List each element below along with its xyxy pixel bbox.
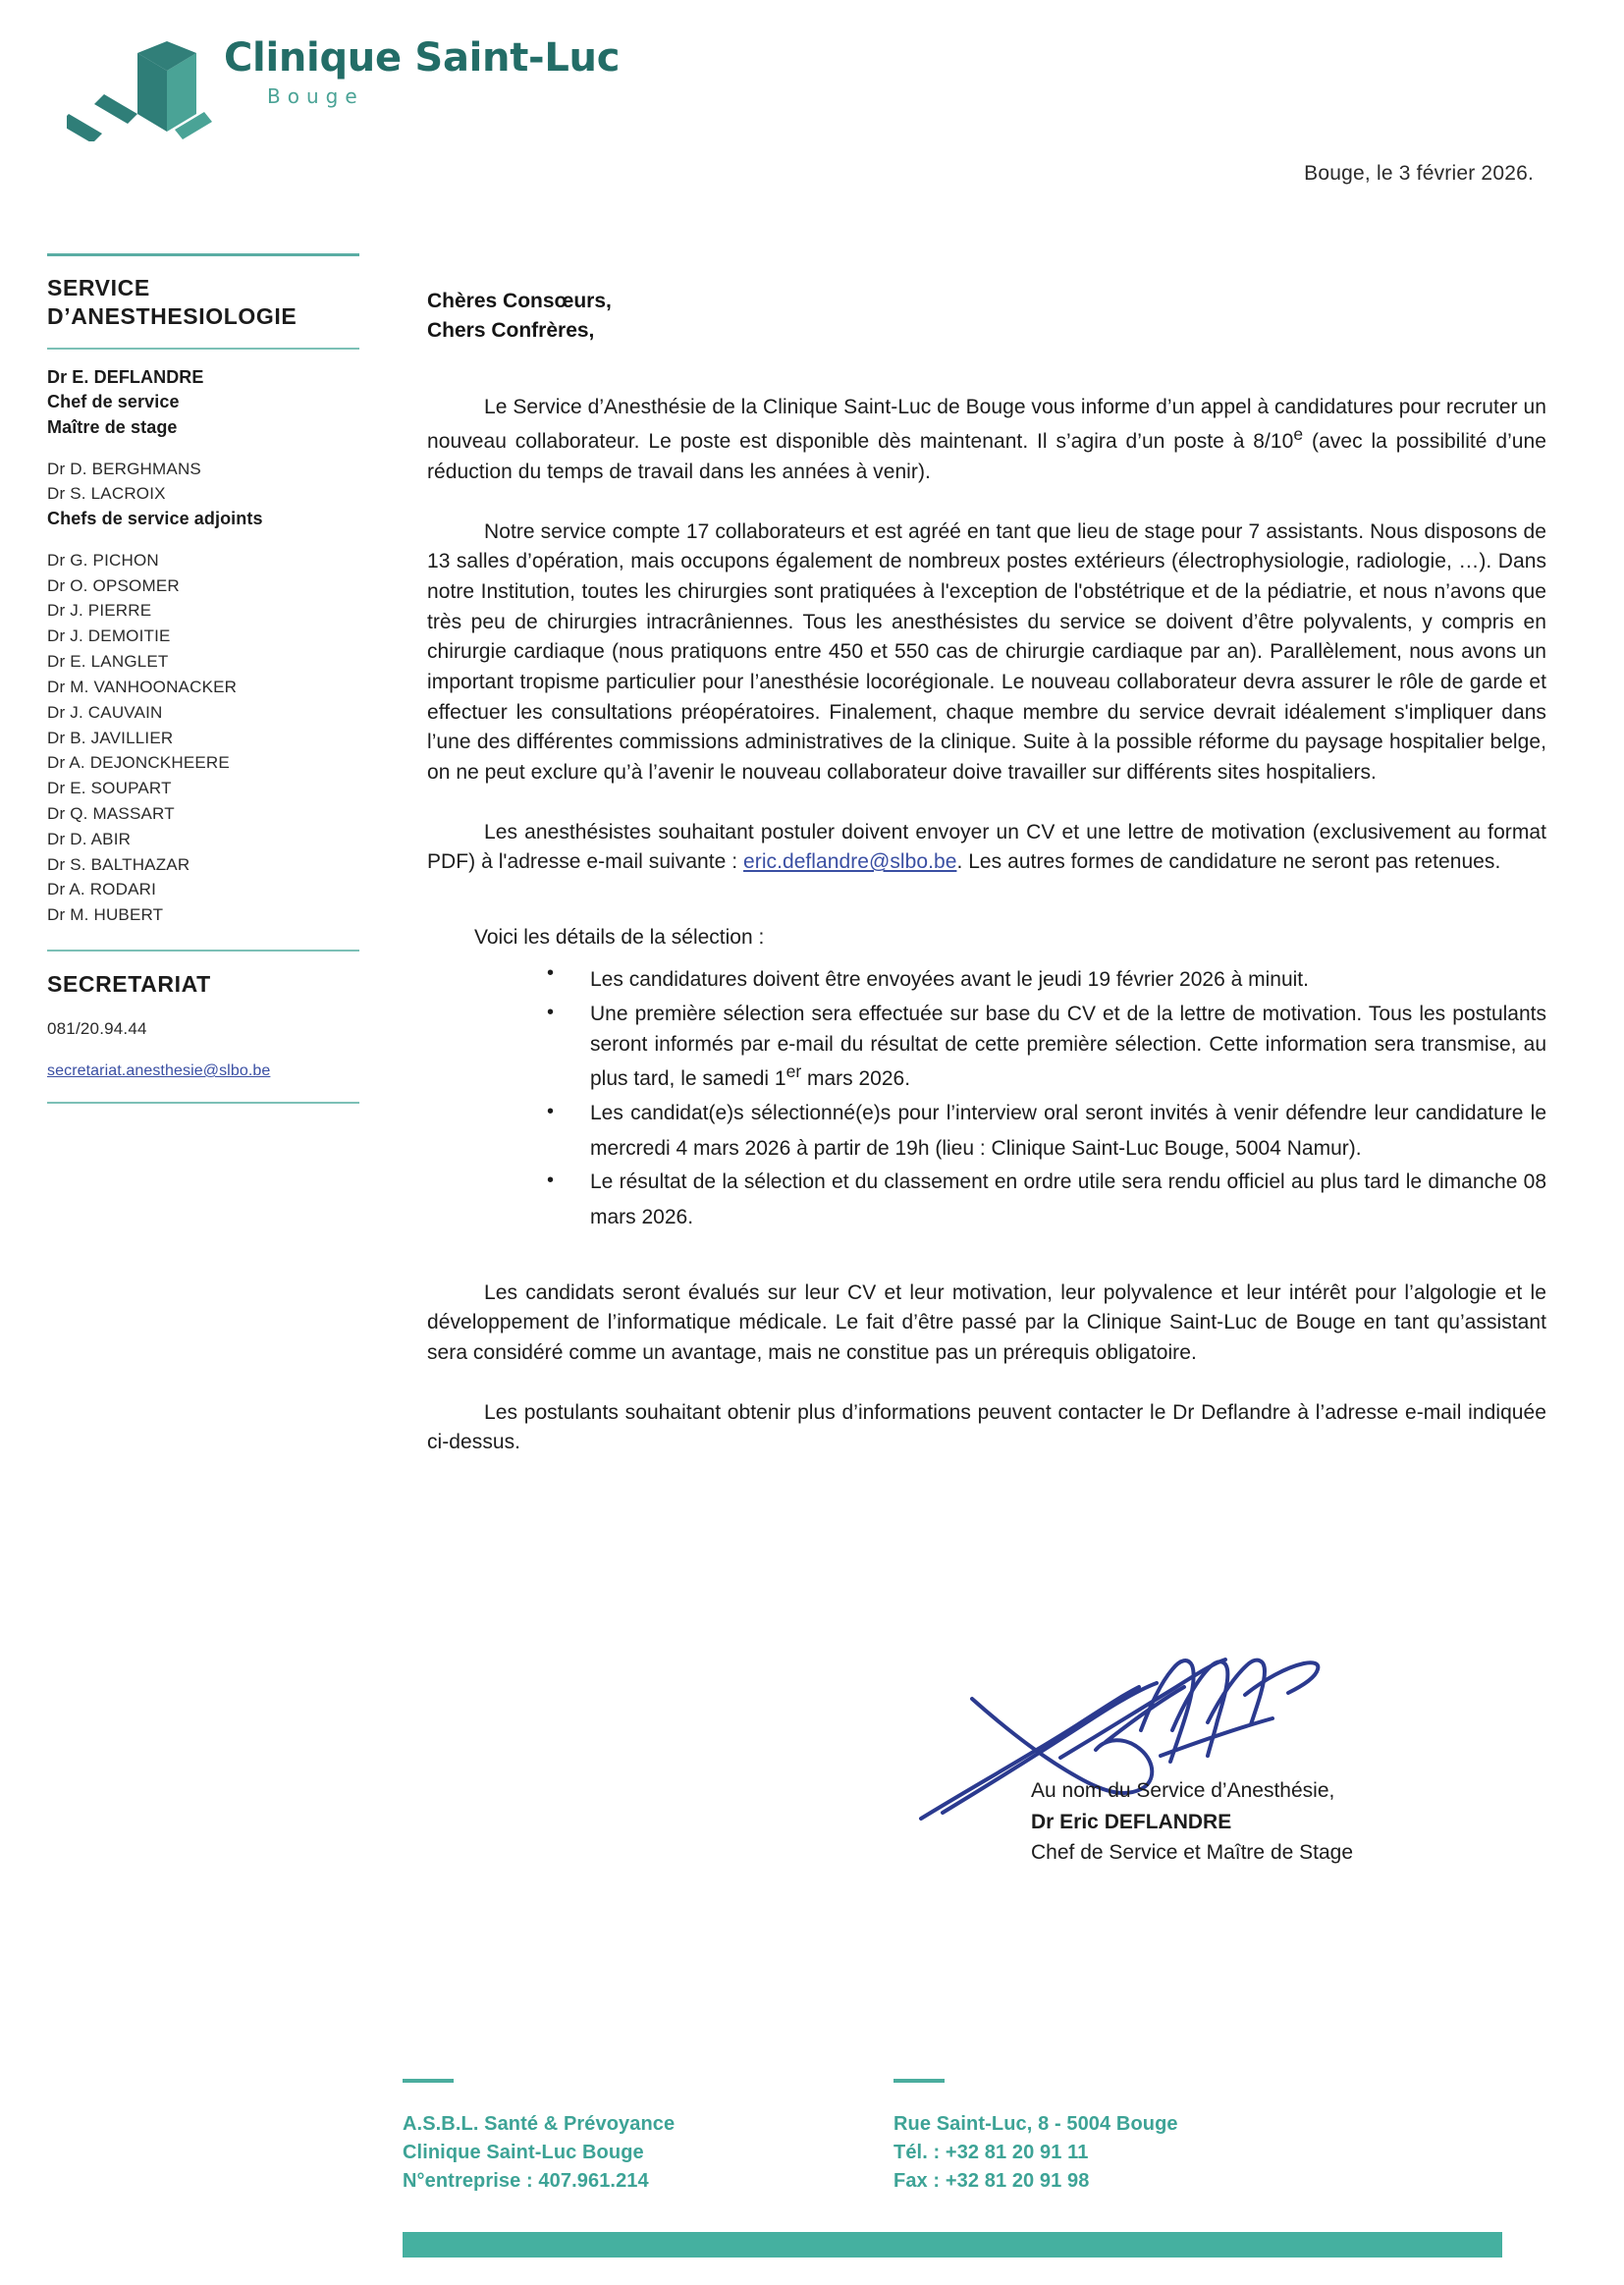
secretariat-title: SECRETARIAT	[47, 971, 211, 998]
list-item-text-a: Les candidatures doivent être envoyées avant le jeudi 19 février 2026 à minuit.	[590, 968, 1309, 992]
selection-details-list	[427, 960, 1546, 1232]
staff-item: Dr M. VANHOONACKER	[47, 677, 238, 696]
sidebar	[47, 253, 371, 1104]
divider-under-service	[47, 348, 359, 350]
logo-wordmark	[224, 37, 620, 108]
service-title	[47, 274, 371, 332]
deputy-role: Chefs de service adjoints	[47, 509, 263, 529]
list-item-text-a: Les candidat(e)s sélectionné(e)s pour l’interview oral seront invités à venir défendre leur candidature le mercredi 4 mars 2026 à partir de 19h (lieu : Clinique Saint-Luc Bouge, 5004 Namur).	[590, 1102, 1546, 1160]
deputy-name-1: Dr D. BERGHMANS	[47, 459, 201, 478]
signature-line-3: Chef de Service et Maître de Stage	[1031, 1841, 1354, 1864]
footer-left-line-1: A.S.B.L. Santé & Prévoyance	[403, 2113, 676, 2135]
staff-item: Dr E. LANGLET	[47, 652, 169, 672]
staff-item: Dr S. BALTHAZAR	[47, 854, 190, 874]
deputy-name-2: Dr S. LACROIX	[47, 484, 166, 504]
staff-item: Dr G. PICHON	[47, 550, 159, 570]
paragraph-1-text-b: (avec la possibilité d’une réduction du temps de travail dans les années à venir).	[427, 430, 1546, 483]
footer-column-left	[403, 2110, 675, 2196]
spacer	[47, 441, 371, 457]
staff-item: Dr B. JAVILLIER	[47, 728, 174, 747]
paragraph-5: Les postulants souhaitant obtenir plus d’informations peuvent contacter le Dr Deflandre à l’adresse e-mail indiquée ci-dessus.	[427, 1400, 1546, 1454]
application-email-link[interactable]: eric.deflandre@slbo.be	[743, 850, 957, 874]
divider-above-secretariat	[47, 950, 359, 952]
head-role-1: Chef de service	[47, 392, 180, 412]
footer-left-line-2: Clinique Saint-Luc Bouge	[403, 2142, 644, 2163]
staff-item: Dr E. SOUPART	[47, 779, 172, 798]
paragraph-4: Les candidats seront évalués sur leur CV et leur motivation, leur polyvalence et leur intérêt pour l’algologie et le développement de l’informatique médicale. Le fait d’être passé par la Clinique Saint-Luc de Bouge en tant qu’assistant sera considéré comme un avantage, mais ne constitue pas un prérequis obligatoire.	[427, 1280, 1546, 1365]
list-item	[543, 1000, 1546, 1095]
logo-title: Clinique Saint-Luc	[224, 35, 621, 81]
staff-item: Dr D. ABIR	[47, 829, 132, 848]
list-item	[543, 1168, 1546, 1232]
staff-item: Dr Q. MASSART	[47, 804, 175, 823]
selection-details-intro: Voici les détails de la sélection :	[474, 925, 765, 949]
date-line: Bouge, le 3 février 2026.	[1304, 162, 1534, 185]
page-footer	[0, 2079, 1624, 2285]
paragraph-3-text-a: Les anesthésistes souhaitant postuler doivent envoyer un CV et une lettre de motivation (exclusivement au format PDF) à l'adresse e-mail suivante :	[427, 820, 1546, 874]
footer-left-line-3: N°entreprise : 407.961.214	[403, 2170, 649, 2192]
footer-accent-bar	[403, 2232, 1502, 2258]
spacer	[47, 532, 371, 548]
paragraph-3	[427, 818, 1546, 878]
logo-subtitle: Bouge	[267, 84, 364, 108]
salutation-line-2: Chers Confrères,	[427, 318, 595, 342]
service-title-line1: SERVICE	[47, 275, 150, 300]
open-book-logo-icon	[67, 33, 234, 141]
spacer	[427, 1237, 1546, 1279]
service-title-line2: D’ANESTHESIOLOGIE	[47, 303, 298, 330]
head-name: Dr E. DEFLANDRE	[47, 366, 204, 387]
head-of-service-block	[47, 365, 371, 441]
signature-block	[933, 1659, 1542, 1905]
paragraph-1-superscript: e	[1293, 424, 1304, 445]
list-item	[543, 960, 1546, 996]
salutation-line-1: Chères Consœurs,	[427, 290, 612, 312]
staff-item: Dr A. RODARI	[47, 880, 157, 899]
list-item-text-a: Une première sélection sera effectuée sur base du CV et de la lettre de motivation. Tous les postulants seront informés par e-mail du résultat de cette première sélection. Cette information sera transmise, au plus tard, le samedi 1	[590, 1003, 1546, 1091]
staff-item: Dr M. HUBERT	[47, 905, 164, 925]
staff-item: Dr J. CAUVAIN	[47, 702, 163, 722]
spacer	[47, 928, 371, 950]
footer-column-right	[893, 2110, 1178, 2196]
salutation	[427, 287, 1546, 346]
paragraph-3-text-b: . Les autres formes de candidature ne seront pas retenues.	[956, 850, 1501, 874]
footer-right-line-2: Tél. : +32 81 20 91 11	[893, 2142, 1089, 2163]
footer-right-line-3: Fax : +32 81 20 91 98	[893, 2170, 1090, 2192]
signature-lines	[1031, 1775, 1353, 1869]
list-item-superscript: er	[785, 1061, 802, 1082]
signature-line-1: Au nom du Service d’Anesthésie,	[1031, 1779, 1335, 1802]
paragraph-2: Notre service compte 17 collaborateurs et est agréé en tant que lieu de stage pour 7 assistants. Nous disposons de 13 salles d’opération, mais occupons également de nombreux postes extérieurs (électrophysiologie, radiologie, …). Dans notre Institution, toutes les chirurgies sont pratiquées à l'exception de l'obstétrique et de la pédiatrie, et nous n’avons que très peu de chirurgies intracrâniennes. Tous les anesthésistes du service se doivent d’être polyvalents, y compris en chirurgie cardiaque (nous pratiquons entre 450 et 550 cas de chirurgie cardiaque par an). Parallèlement, nous avons un important tropisme particulier pour l’anesthésie locorégionale. Le nouveau collaborateur devra assurer le rôle de garde et effectuer les consultations préopératoires. Finalement, chaque membre du service devrait idéalement s'impliquer dans l’une des différentes commissions administratives de la clinique. Suite à la possible réforme du paysage hospitalier belge, on ne peut exclure qu’à l’avenir le nouveau collaborateur doive travailler sur différents sites hospitaliers.	[427, 519, 1546, 784]
list-item-text-b: mars 2026.	[801, 1067, 911, 1091]
divider-bottom	[47, 1102, 359, 1104]
footer-right-line-1: Rue Saint-Luc, 8 - 5004 Bouge	[893, 2113, 1178, 2135]
clinic-logo	[67, 27, 676, 145]
divider-top	[47, 253, 359, 256]
list-item	[543, 1099, 1546, 1164]
staff-item: Dr A. DEJONCKHEERE	[47, 753, 230, 773]
deputy-block	[47, 457, 371, 532]
secretariat-email-link[interactable]: secretariat.anesthesie@slbo.be	[47, 1062, 271, 1080]
signature-name: Dr Eric DEFLANDRE	[1031, 1810, 1232, 1833]
list-item-text-a: Le résultat de la sélection et du classement en ordre utile sera rendu officiel au plus tard le dimanche 08 mars 2026.	[590, 1170, 1546, 1229]
paragraph-1-text-a: Le Service d’Anesthésie de la Clinique Saint-Luc de Bouge vous informe d’un appel à candidatures pour recruter un nouveau collaborateur. Le poste est disponible dès maintenant. Il s’agira d’un poste à 8/10	[427, 395, 1546, 454]
staff-list	[47, 548, 371, 928]
staff-item: Dr O. OPSOMER	[47, 575, 180, 595]
secretariat-phone: 081/20.94.44	[47, 1019, 147, 1039]
head-role-2: Maître de stage	[47, 416, 178, 437]
letter-body	[427, 287, 1546, 1488]
staff-item: Dr J. PIERRE	[47, 601, 152, 621]
staff-item: Dr J. DEMOITIE	[47, 626, 171, 646]
paragraph-1	[427, 393, 1546, 488]
footer-rule-right	[893, 2079, 945, 2083]
footer-rule-left	[403, 2079, 454, 2083]
